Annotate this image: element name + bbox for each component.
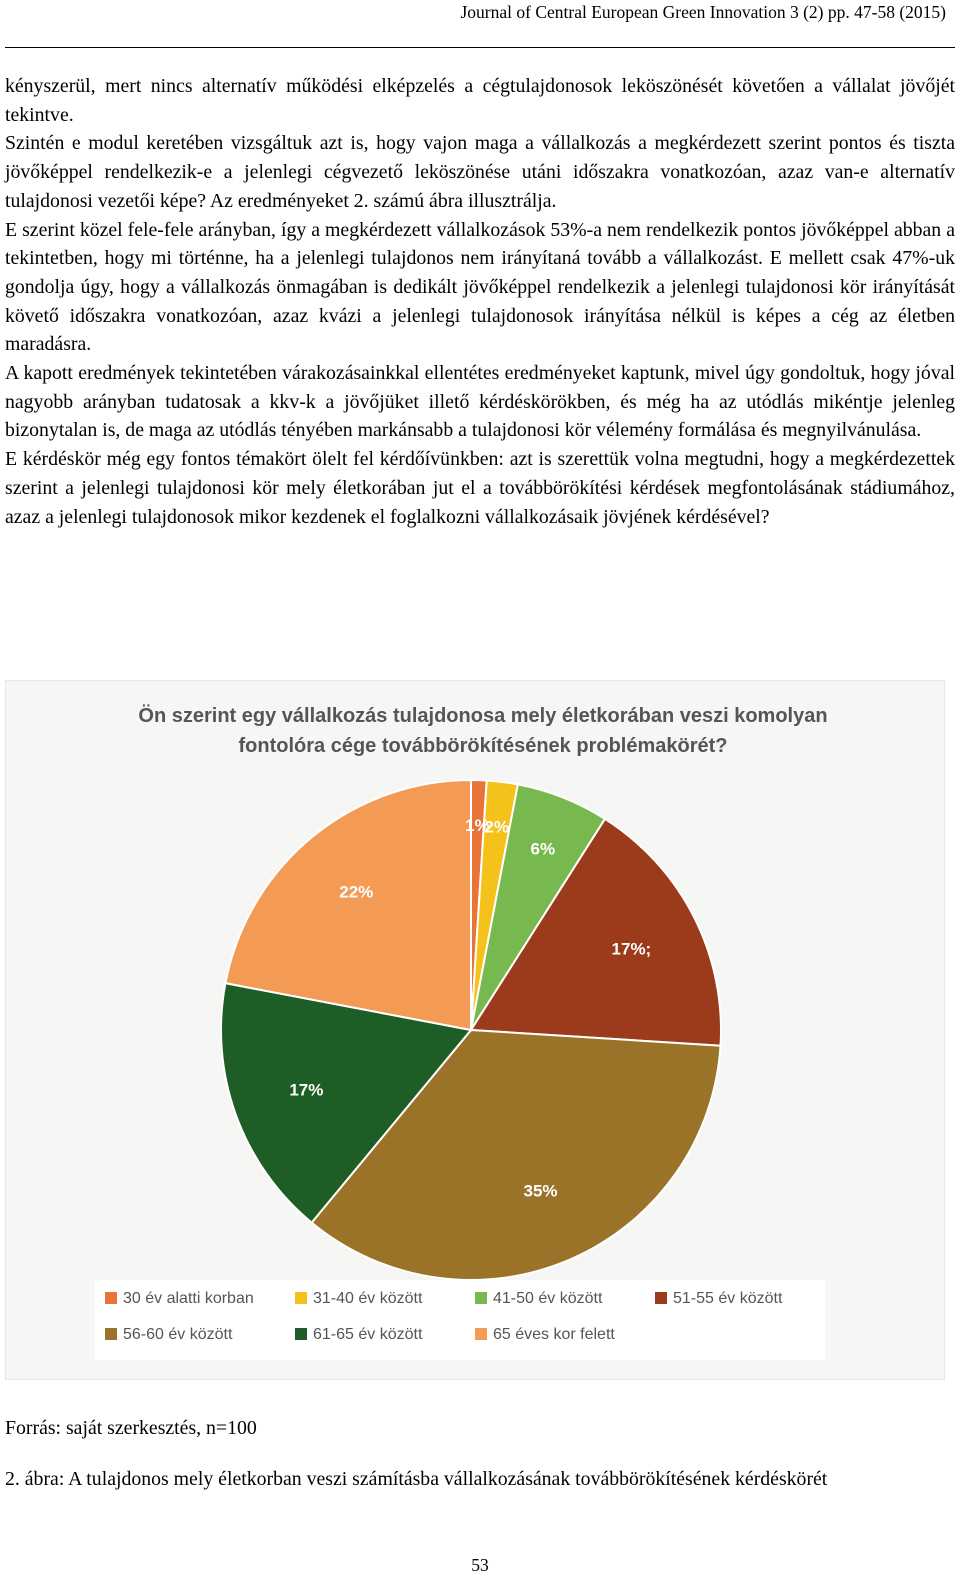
slice-data-label: 17%	[289, 1080, 324, 1100]
pie-slices	[221, 780, 721, 1280]
slice-data-label: 2%	[484, 817, 509, 837]
slice-data-label: 35%	[523, 1181, 558, 1201]
legend-swatch	[295, 1328, 307, 1340]
paragraph: kényszerül, mert nincs alternatív működési elképzelés a cégtulajdonosok leköszönését követően a vállalat jövőjét tekintve.	[5, 75, 955, 126]
paragraph: E szerint közel fele-fele arányban, így a megkérdezett vállalkozások 53%-a nem rendelkezik pontos jövőképpel abban a tekintetben, hogy mi történne, ha a jelenlegi tulajdonos nem irányítaná tovább a vállalkozást. E mellett csak 47%-uk gondolja úgy, hogy a vállalkozás önmagában is dedikált jövőképpel rendelkezik a jelenlegi tulajdonosi kör irányítását követő időszakra vonatkozóan, azaz kvázi a jelenlegi tulajdonosok irányítása nélkül is képes a cég az életben maradásra.	[5, 218, 955, 356]
chart-title-line-1: Ön szerint egy vállalkozás tulajdonosa mely életkorában veszi komolyan	[138, 705, 828, 727]
slice-data-label: 17%;	[611, 939, 652, 959]
legend-swatch	[295, 1292, 307, 1304]
legend-label: 31-40 év között	[313, 1290, 423, 1307]
chart-title-line-2: fontolóra cége továbbörökítésének problémakörét?	[238, 735, 728, 757]
header-rule	[5, 47, 955, 48]
legend-label: 41-50 év között	[493, 1290, 603, 1307]
legend-label: 51-55 év között	[673, 1290, 783, 1307]
legend-swatch	[475, 1292, 487, 1304]
paragraph: A kapott eredmények tekintetében várakozásainkkal ellentétes eredményeket kaptunk, mivel úgy gondoltuk, hogy jóval nagyobb arányban tudatosak a kkv-k a jövőjüket illető kérdéskörökben, és még ha az utódlás mikéntje jelenleg bizonytalan is, de maga az utódlás tényében markánsabb a tulajdonosi kör vélemény formálása és megnyilvánulása.	[5, 362, 955, 442]
slice-data-label: 1%	[465, 816, 490, 836]
paragraph: Szintén e modul keretében vizsgáltuk azt is, hogy vajon maga a vállalkozás a megkérdezett szerint pontos és tiszta jövőképpel rendelkezik-e a jelenlegi cégvezető leköszönése utáni időszakra vonatkozóan, azaz van-e alternatív tulajdonosi vezetői képe? Az eredményeket 2. számú ábra illusztrálja.	[5, 132, 955, 212]
slice-data-label: 6%	[530, 839, 556, 859]
running-header	[0, 0, 960, 23]
legend-swatch	[475, 1328, 487, 1340]
slice-data-label: 22%	[339, 882, 374, 902]
pie-chart-figure	[5, 680, 945, 1380]
paragraph: E kérdéskör még egy fontos témakört ölelt fel kérdőívünkben: azt is szerettük volna megtudni, hogy a megkérdezettek szerint a jelenlegi tulajdonosi kör mely életkorában jut el a továbbörökítési kérdések megfontolásának stádiumához, azaz a jelenlegi tulajdonosok mikor kezdenek el foglalkozni vállalkozásaik jövjének kérdésével?	[5, 448, 955, 528]
legend-label: 65 éves kor felett	[493, 1326, 615, 1343]
figure-caption: 2. ábra: A tulajdonos mely életkorban veszi számításba vállalkozásának továbbörökítésének kérdéskörét	[5, 1468, 828, 1490]
pie-chart	[5, 680, 945, 1380]
legend-swatch	[655, 1292, 667, 1304]
legend-swatch	[105, 1292, 117, 1304]
journal-citation: Journal of Central European Green Innovation 3 (2) pp. 47-58 (2015)	[460, 2, 946, 22]
body-text	[5, 72, 955, 531]
legend-label: 56-60 év között	[123, 1326, 233, 1343]
figure-source: Forrás: saját szerkesztés, n=100	[5, 1417, 257, 1439]
legend-label: 61-65 év között	[313, 1326, 423, 1343]
page-number: 53	[471, 1555, 489, 1575]
legend-label: 30 év alatti korban	[123, 1290, 254, 1307]
legend-swatch	[105, 1328, 117, 1340]
